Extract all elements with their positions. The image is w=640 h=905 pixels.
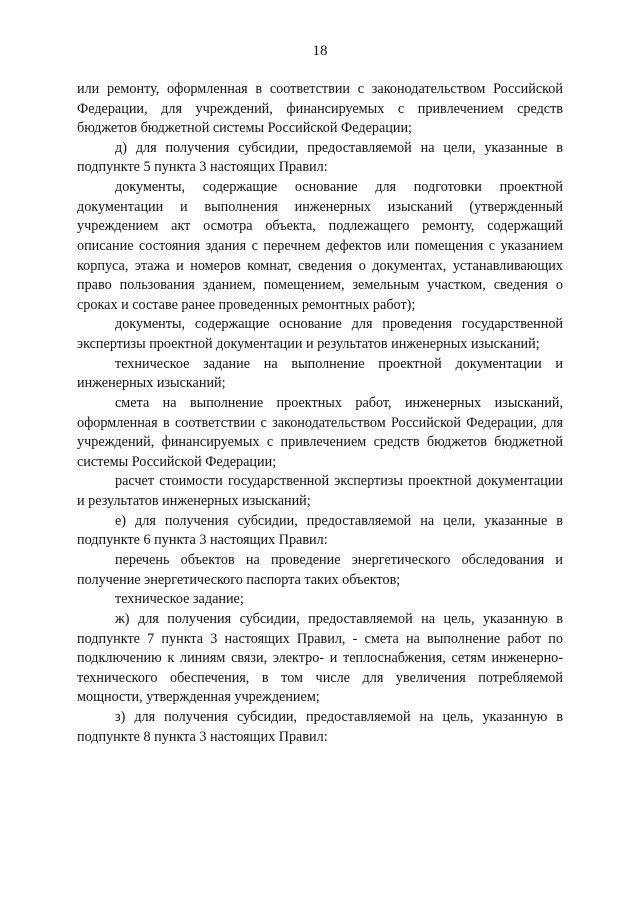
paragraph-expertise-cost: расчет стоимости государственной экспертизы проектной документации и результатов инженерных изысканий;	[77, 473, 563, 510]
paragraph-continuation: или ремонту, оформленная в соответствии с законодательством Российской Федерации, для учреждений, финансируемых с привлечением средств бюджетов бюджетной системы Российской Федерации;	[77, 81, 563, 137]
paragraph-item-d: д) для получения субсидии, предоставляемой на цели, указанные в подпункте 5 пункта 3 настоящих Правил:	[77, 139, 563, 176]
page-number: 18	[312, 43, 328, 59]
paragraph-technical-assignment: техническое задание;	[115, 591, 244, 608]
document-body	[77, 80, 563, 747]
paragraph-technical-assignment-design: техническое задание на выполнение проектной документации и инженерных изысканий;	[77, 355, 563, 392]
paragraph-project-basis-documents: документы, содержащие основание для подготовки проектной документации и выполнения инженерных изысканий (утвержденный учреждением акт осмотра объекта, подлежащего ремонту, содержащий описание состояния здания с перечнем дефектов или помещения с указанием корпуса, этажа и номеров комнат, сведения о документах, устанавливающих право пользования зданием, помещением, земельным участком, сведения о сроках и составе ранее проведенных ремонтных работ);	[77, 179, 563, 313]
paragraph-item-z: з) для получения субсидии, предоставляемой на цель, указанную в подпункте 8 пункта 3 настоящих Правил:	[77, 709, 563, 745]
paragraph-item-e: е) для получения субсидии, предоставляемой на цели, указанные в подпункте 6 пункта 3 настоящих Правил:	[77, 512, 563, 549]
paragraph-energy-audit-list: перечень объектов на проведение энергетического обследования и получение энергетического паспорта таких объектов;	[77, 552, 563, 588]
paragraph-design-estimate: смета на выполнение проектных работ, инженерных изысканий, оформленная в соответствии с законодательством Российской Федерации, для учреждений, финансируемых с привлечением средств бюджетов бюджетной системы Российской Федерации;	[77, 394, 563, 470]
paragraph-item-zh: ж) для получения субсидии, предоставляемой на цель, указанную в подпункте 7 пункта 3 настоящих Правил, - смета на выполнение работ по подключению к линиям связи, электро- и теплоснабжения, сетям инженерно-технического обеспечения, в том числе для увеличения потребляемой мощности, утвержденная учреждением;	[77, 610, 563, 706]
paragraph-expertise-basis-documents: документы, содержащие основание для проведения государственной экспертизы проектной документации и результатов инженерных изысканий;	[77, 316, 563, 352]
